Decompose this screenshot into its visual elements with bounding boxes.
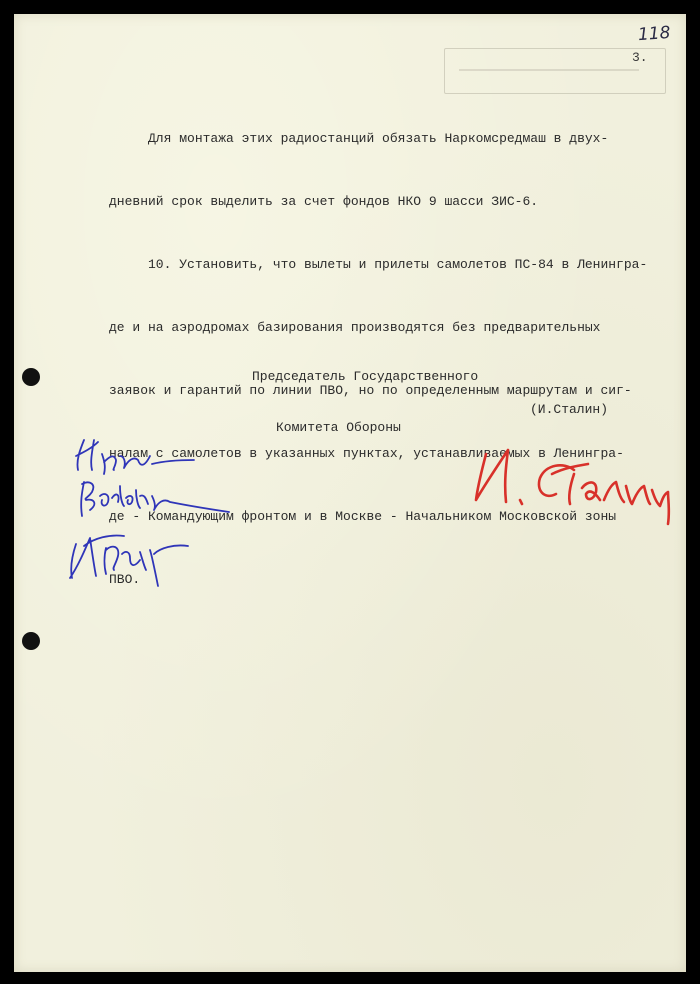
red-handwritten-signature: [464, 434, 684, 544]
body-line: Для монтажа этих радиостанций обязать Наркомсредмаш в двух-: [109, 131, 609, 146]
body-line: дневний срок выделить за счет фондов НКО 9 шасси ЗИС-6.: [109, 194, 539, 209]
blue-handwritten-signatures: [54, 426, 254, 616]
archive-page-number: 118: [636, 22, 671, 46]
body-line: де и на аэродромах базирования производятся без предварительных: [109, 320, 601, 335]
body-line: де - Командующим фронтом и в Москве - Начальником Московской зоны: [109, 509, 617, 524]
punch-hole: [22, 632, 40, 650]
body-line: заявок и гарантий по линии ПВО, но по определенным маршрутам и сиг-: [109, 383, 632, 398]
typed-signatory-name: (И.Сталин): [530, 402, 609, 417]
body-line: налам с самолетов в указанных пунктах, устанавливаемых в Ленингра-: [109, 446, 624, 461]
body-line: ПВО.: [109, 572, 141, 587]
document-page: [14, 14, 686, 972]
signatory-title-line1: Председатель Государственного: [252, 369, 479, 384]
signatory-title: [252, 334, 478, 470]
page-number: 3.: [632, 50, 648, 65]
punch-hole: [22, 368, 40, 386]
body-line: 10. Установить, что вылеты и прилеты самолетов ПС-84 в Ленингра-: [109, 257, 648, 272]
signatory-title-line2: Комитета Обороны: [276, 420, 401, 435]
